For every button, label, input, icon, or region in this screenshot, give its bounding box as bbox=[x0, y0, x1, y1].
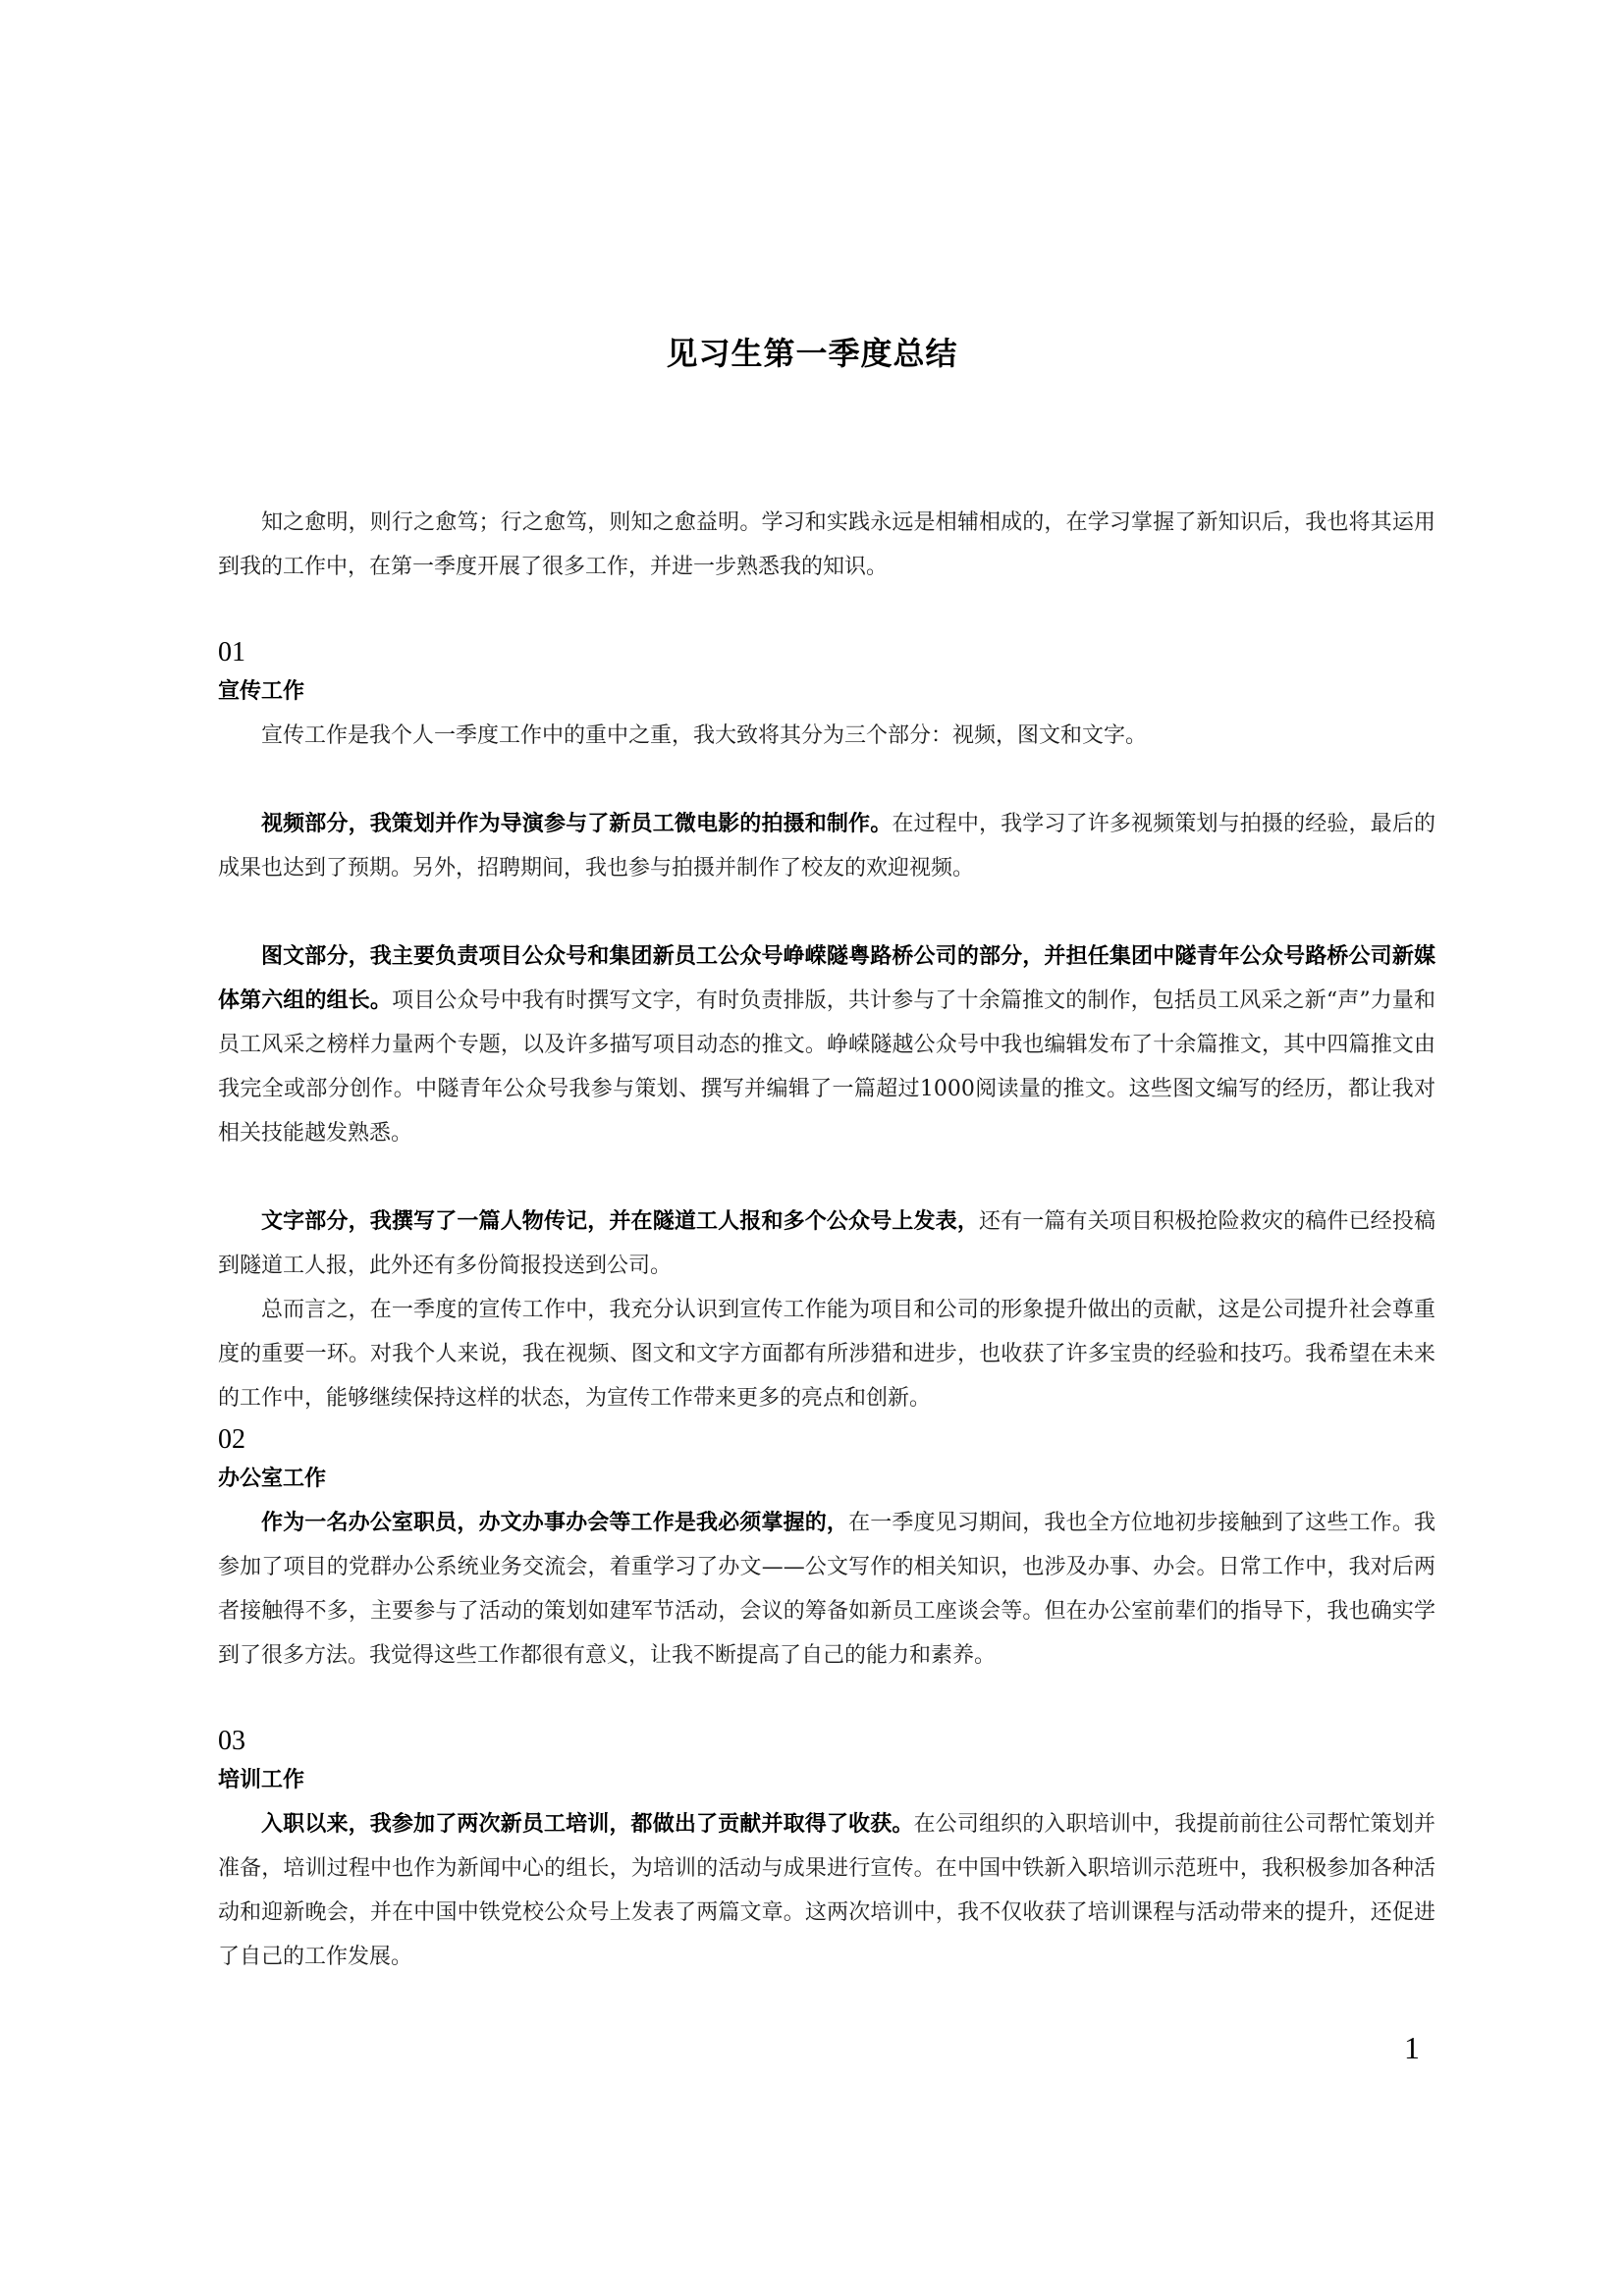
paragraph bbox=[218, 1802, 1435, 1979]
paragraph bbox=[218, 714, 1435, 758]
paragraph-text: 总而言之，在一季度的宣传工作中，我充分认识到宣传工作能为项目和公司的形象提升做出的贡献，这是公司提升社会尊重度的重要一环。对我个人来说，我在视频、图文和文字方面都有所涉猎和进步，也收获了许多宝贵的经验和技巧。我希望在未来的工作中，能够继续保持这样的状态，为宣传工作带来更多的亮点和创新。 bbox=[218, 1298, 1435, 1411]
section-heading: 办公室工作 bbox=[218, 1466, 327, 1491]
paragraph-lead: 图文部分，我主要负责项目公众号和集团新员工公众号峥嵘隧粤路桥公司的部分，并担任集团中隧青年公众号路桥公司新媒体第六组的组长。 bbox=[218, 943, 1435, 1013]
paragraph-lead: 视频部分，我策划并作为导演参与了新员工微电影的拍摄和制作。 bbox=[261, 811, 893, 836]
intro-paragraph: 知之愈明，则行之愈笃；行之愈笃，则知之愈益明。学习和实践永远是相辅相成的，在学习掌握了新知识后，我也将其运用到我的工作中，在第一季度开展了很多工作，并进一步熟悉我的知识。 bbox=[218, 510, 1435, 579]
page-number: 1 bbox=[1404, 2030, 1420, 2065]
paragraph-lead: 作为一名办公室职员，办文办事办会等工作是我必须掌握的， bbox=[261, 1510, 849, 1535]
spacer bbox=[218, 1155, 1435, 1200]
spacer bbox=[218, 890, 1435, 934]
paragraph bbox=[218, 1200, 1435, 1288]
spacer bbox=[218, 1678, 1435, 1722]
paragraph-text: 还有一篇有关项目积极抢险救灾的稿件已经投稿到隧道工人报，此外还有多份简报投送到公司。 bbox=[218, 1209, 1435, 1278]
section-heading: 宣传工作 bbox=[218, 678, 305, 704]
page-title: 见习生第一季度总结 bbox=[666, 335, 958, 372]
paragraph-text: 在过程中，我学习了许多视频策划与拍摄的经验，最后的成果也达到了预期。另外，招聘期间，我也参与拍摄并制作了校友的欢迎视频。 bbox=[218, 812, 1435, 881]
spacer bbox=[218, 758, 1435, 802]
section-number: 02 bbox=[218, 1424, 245, 1455]
paragraph bbox=[218, 1501, 1435, 1678]
paragraph bbox=[218, 1288, 1435, 1420]
section-training bbox=[218, 1722, 1435, 1979]
section-number: 01 bbox=[218, 637, 245, 667]
paragraph bbox=[218, 802, 1435, 890]
section-office bbox=[218, 1420, 1435, 1678]
paragraph-lead: 文字部分，我撰写了一篇人物传记，并在隧道工人报和多个公众号上发表， bbox=[261, 1208, 979, 1234]
paragraph bbox=[218, 934, 1435, 1155]
paragraph-text: 在一季度见习期间，我也全方位地初步接触到了这些工作。我参加了项目的党群办公系统业务交流会，着重学习了办文——公文写作的相关知识，也涉及办事、办会。日常工作中，我对后两者接触得不多，主要参与了活动的策划如建军节活动，会议的筹备如新员工座谈会等。但在办公室前辈们的指导下，我也确实学到了很多方法。我觉得这些工作都很有意义，让我不断提高了自己的能力和素养。 bbox=[218, 1511, 1435, 1668]
section-publicity bbox=[218, 633, 1435, 1420]
paragraph-text: 项目公众号中我有时撰写文字，有时负责排版，共计参与了十余篇推文的制作，包括员工风采之新“声”力量和员工风采之榜样力量两个专题，以及许多描写项目动态的推文。峥嵘隧越公众号中我也编辑发布了十余篇推文，其中四篇推文由我完全或部分创作。中隧青年公众号我参与策划、撰写并编辑了一篇超过1000阅读量的推文。这些图文编写的经历，都让我对相关技能越发熟悉。 bbox=[218, 988, 1435, 1146]
document-body bbox=[218, 501, 1435, 1979]
section-number: 03 bbox=[218, 1726, 245, 1756]
paragraph-text: 在公司组织的入职培训中，我提前前往公司帮忙策划并准备，培训过程中也作为新闻中心的组长，为培训的活动与成果进行宣传。在中国中铁新入职培训示范班中，我积极参加各种活动和迎新晚会，并在中国中铁党校公众号上发表了两篇文章。这两次培训中，我不仅收获了培训课程与活动带来的提升，还促进了自己的工作发展。 bbox=[218, 1812, 1435, 1969]
spacer bbox=[218, 589, 1435, 633]
paragraph-text: 宣传工作是我个人一季度工作中的重中之重，我大致将其分为三个部分：视频，图文和文字。 bbox=[261, 723, 1148, 748]
section-heading: 培训工作 bbox=[218, 1767, 305, 1792]
paragraph-lead: 入职以来，我参加了两次新员工培训，都做出了贡献并取得了收获。 bbox=[261, 1811, 914, 1837]
